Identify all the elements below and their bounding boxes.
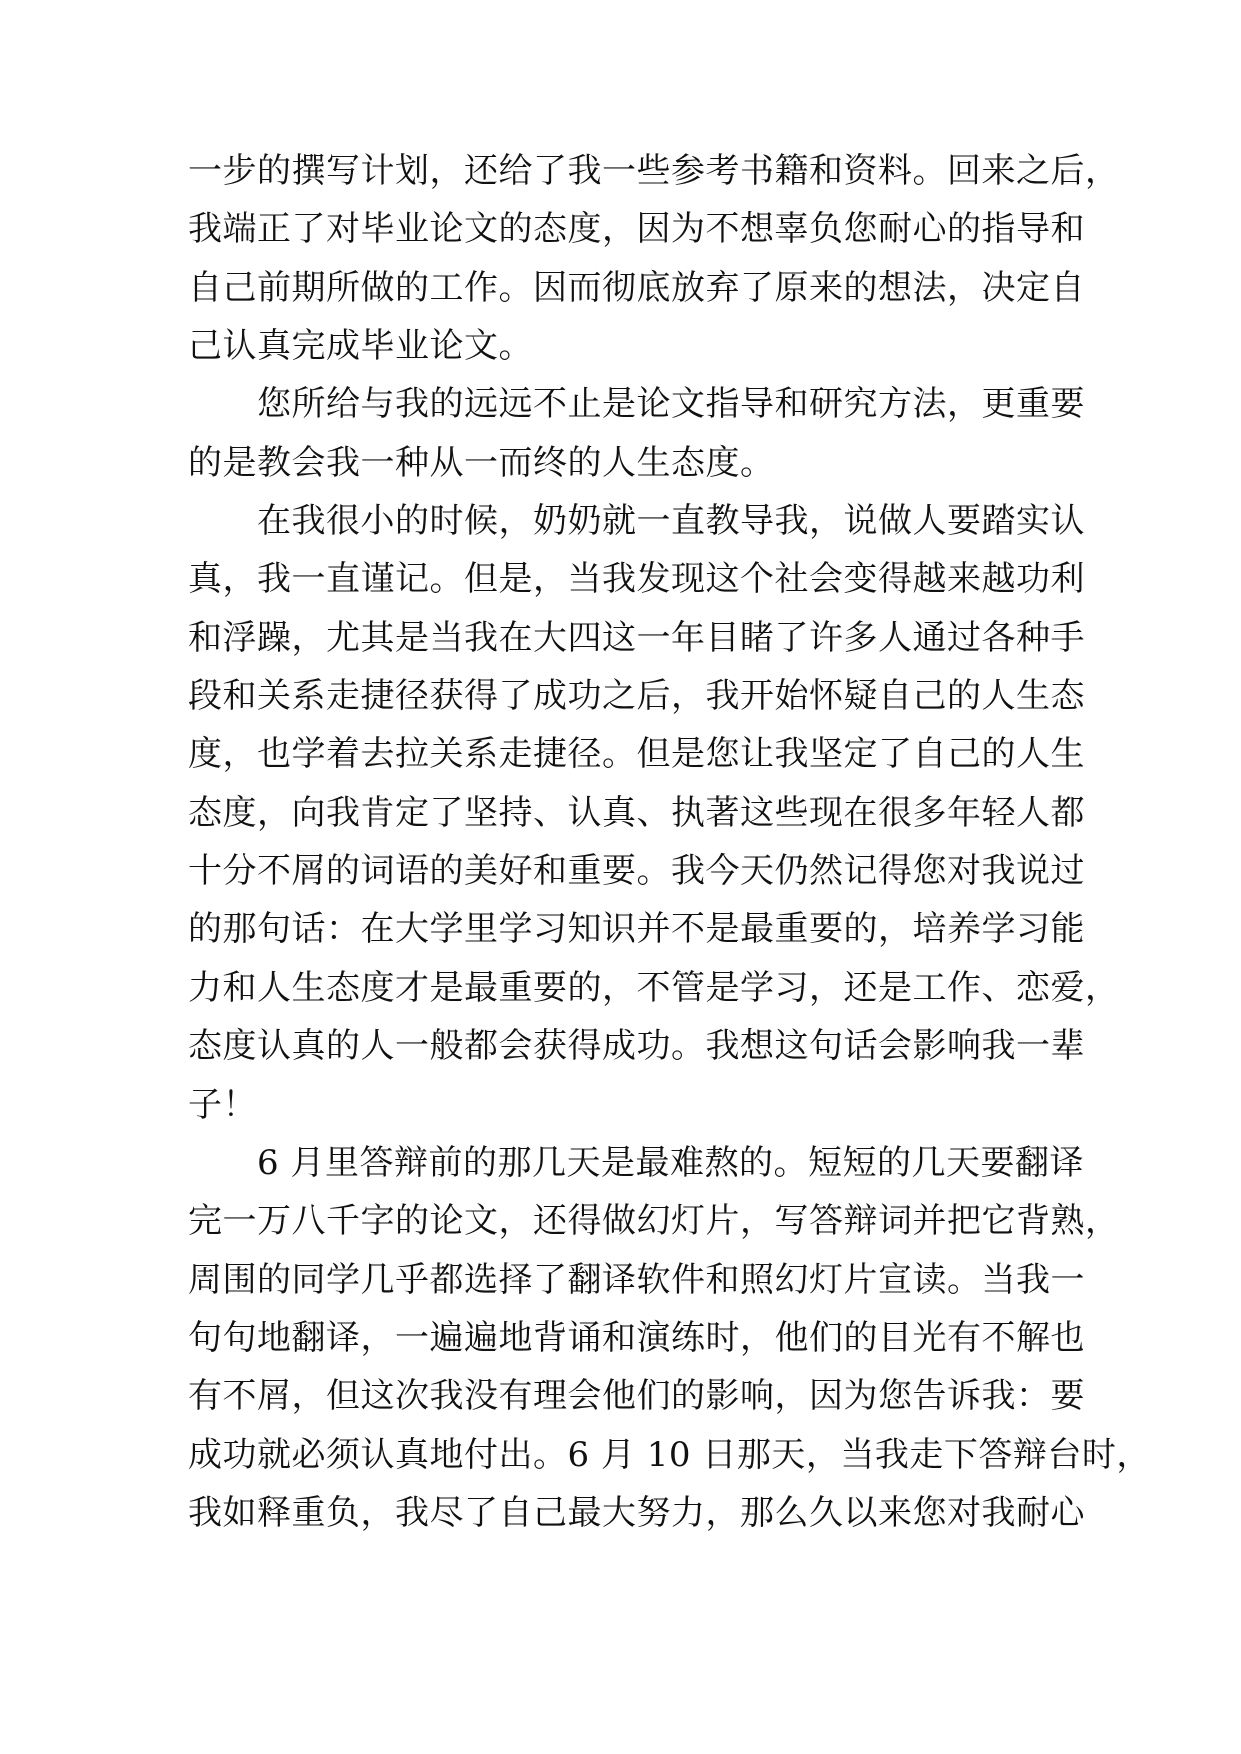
text-line: 态度，向我肯定了坚持、认真、执著这些现在很多年轻人都 <box>188 792 1085 833</box>
text-line: 十分不屑的词语的美好和重要。我今天仍然记得您对我说过 <box>188 851 1085 892</box>
text-line: 在我很小的时候，奶奶就一直教导我，说做人要踏实认 <box>188 501 1085 542</box>
text-line: 6 月里答辩前的那几天是最难熬的。短短的几天要翻译 <box>188 1142 1084 1183</box>
text-line: 力和人生态度才是最重要的，不管是学习，还是工作、恋爱， <box>188 967 1120 1008</box>
text-line: 的是教会我一种从一而终的人生态度。 <box>188 442 775 483</box>
text-line: 有不屑，但这次我没有理会他们的影响，因为您告诉我：要 <box>188 1376 1085 1417</box>
text-line: 我如释重负，我尽了自己最大努力，那么久以来您对我耐心 <box>188 1492 1085 1533</box>
text-line: 周围的同学几乎都选择了翻译软件和照幻灯片宣读。当我一 <box>188 1259 1085 1300</box>
text-line: 子！ <box>188 1084 257 1125</box>
text-line: 段和关系走捷径获得了成功之后，我开始怀疑自己的人生态 <box>188 676 1085 717</box>
text-line: 真，我一直谨记。但是，当我发现这个社会变得越来越功利 <box>188 559 1085 600</box>
text-line: 自己前期所做的工作。因而彻底放弃了原来的想法，决定自 <box>188 267 1085 308</box>
body-text <box>188 142 1151 1542</box>
text-line: 己认真完成毕业论文。 <box>188 326 533 367</box>
text-line: 成功就必须认真地付出。6 月 10 日那天，当我走下答辩台时， <box>188 1434 1151 1475</box>
text-line: 句句地翻译，一遍遍地背诵和演练时，他们的目光有不解也 <box>188 1317 1085 1358</box>
text-line: 的那句话：在大学里学习知识并不是最重要的，培养学习能 <box>188 909 1085 950</box>
text-line: 您所给与我的远远不止是论文指导和研究方法，更重要 <box>188 384 1085 425</box>
text-line: 完一万八千字的论文，还得做幻灯片，写答辩词并把它背熟， <box>188 1201 1120 1242</box>
text-line: 和浮躁，尤其是当我在大四这一年目睹了许多人通过各种手 <box>188 617 1085 658</box>
text-line: 度，也学着去拉关系走捷径。但是您让我坚定了自己的人生 <box>188 734 1085 775</box>
text-line: 我端正了对毕业论文的态度，因为不想辜负您耐心的指导和 <box>188 209 1085 250</box>
text-line: 态度认真的人一般都会获得成功。我想这句话会影响我一辈 <box>188 1026 1085 1067</box>
text-line: 一步的撰写计划，还给了我一些参考书籍和资料。回来之后， <box>188 151 1120 191</box>
